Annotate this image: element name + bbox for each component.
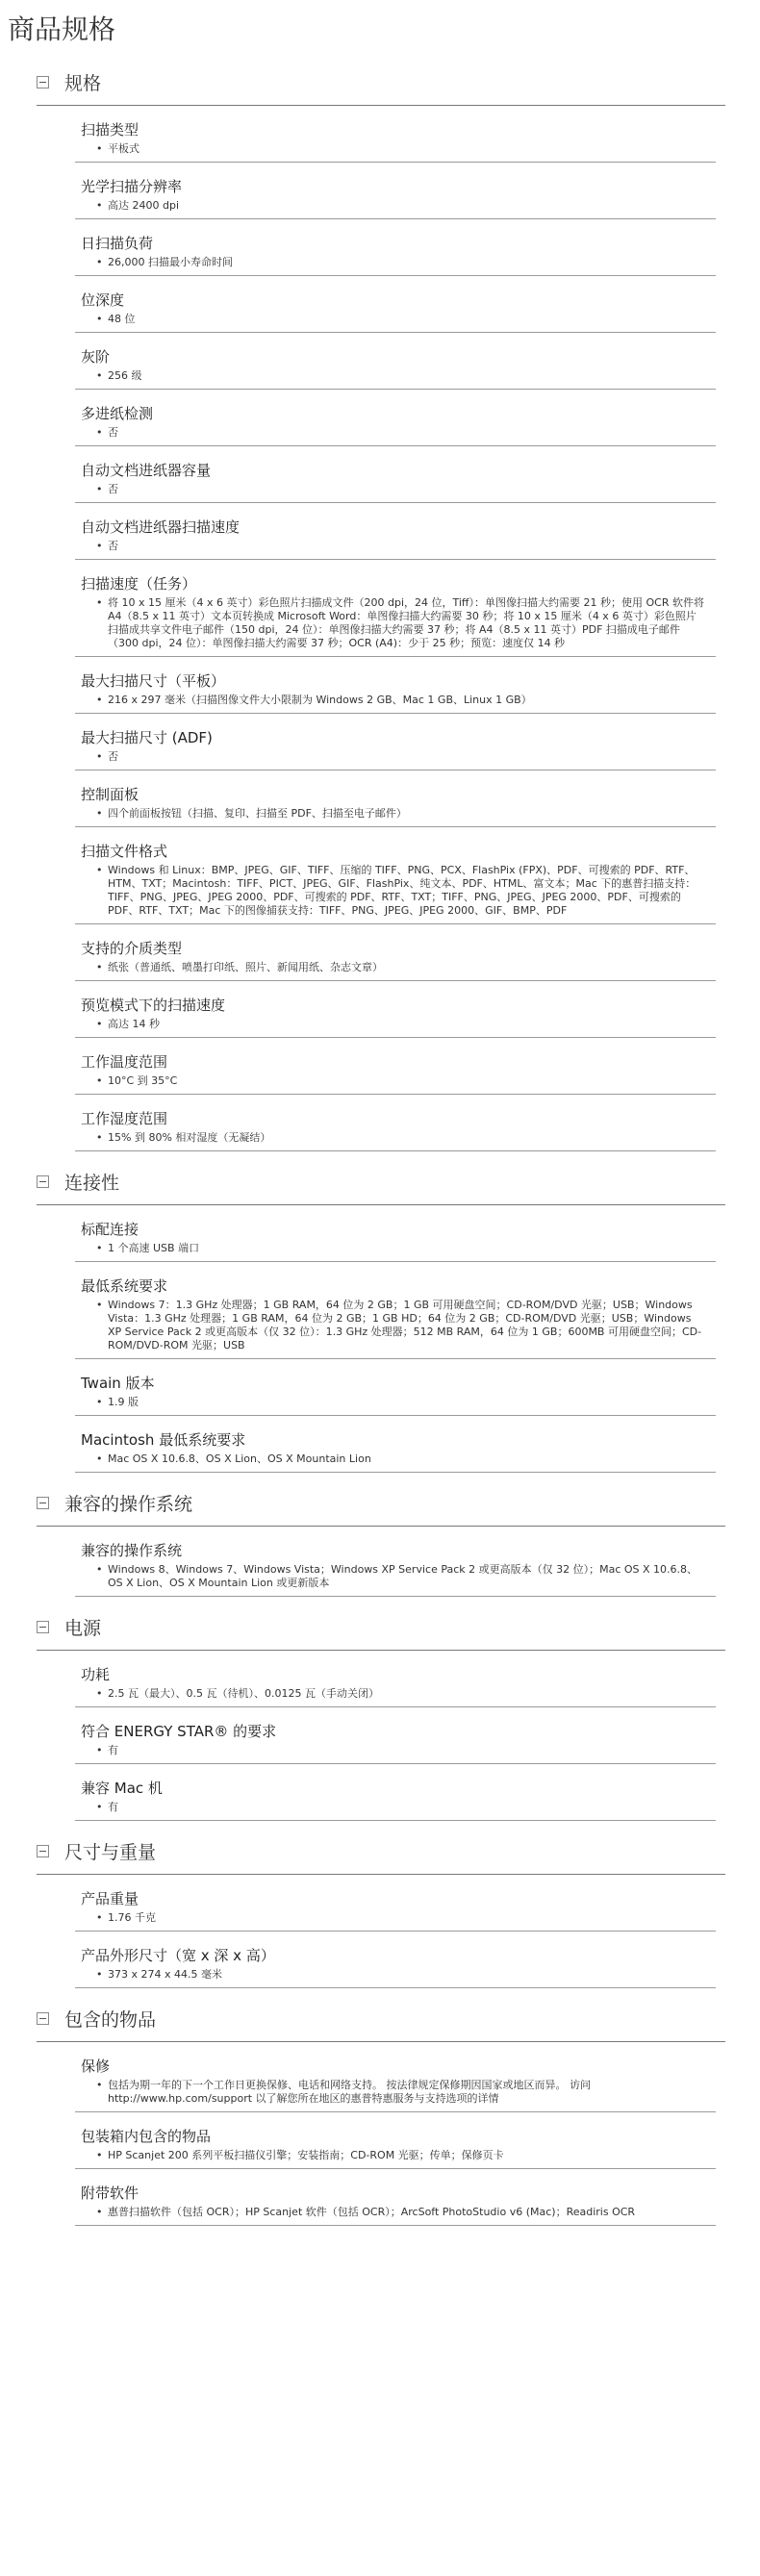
spec-value: • 26,000 扫描最小寿命时间 [81,256,716,269]
spec-value: • 15% 到 80% 相对湿度（无凝结） [81,1131,716,1145]
spec-value: • 高达 2400 dpi [81,199,716,213]
spec-row [75,1764,716,1821]
spec-value: • 有 [81,1801,716,1814]
spec-values [81,864,716,918]
spec-value: • 否 [81,540,716,553]
spec-label: 扫描速度（任务） [81,575,197,593]
spec-label: 附带软件 [81,2185,139,2202]
spec-list-spec [75,106,716,1151]
section-title: 兼容的操作系统 [64,1494,193,1515]
spec-row [75,1262,716,1359]
spec-value: • 平板式 [81,142,716,156]
spec-sections [0,60,760,2234]
spec-values [81,483,716,496]
spec-value: • Windows 和 Linux：BMP、JPEG、GIF、TIFF、压缩的 TIFF、PNG、PCX、FlashPix (FPX)、PDF、可搜索的 PDF、RTF、HTM、TXT；Macintosh：TIFF、PICT、JPEG、GIF、FlashPix、纯文本、PDF、HTML、富文本；Mac 下的惠普扫描支持：TIFF、PNG、JPEG、JPEG 2000、PDF、可搜索的 PDF、RTF、TXT；TIFF、PNG、JPEG、JPEG 2000、PDF、可搜索的 PDF、RTF、TXT；Mac 下的图像捕获支持：TIFF、PNG、JPEG、JPEG 2000、GIF、BMP、PDF [81,864,716,918]
spec-row [75,446,716,503]
spec-row [75,106,716,163]
spec-label: 控制面板 [81,786,139,803]
spec-label: 日扫描负荷 [81,235,154,252]
spec-values [81,1801,716,1814]
spec-value: • 373 x 274 x 44.5 毫米 [81,1968,716,1982]
spec-label: 多进纸检测 [81,405,154,422]
spec-row [75,1359,716,1416]
spec-values [81,1744,716,1757]
section-header-os[interactable] [37,1480,725,1527]
spec-value: • 否 [81,483,716,496]
spec-values [81,1452,716,1466]
spec-value: • 1.9 版 [81,1396,716,1409]
collapse-minus-icon[interactable] [37,1845,49,1857]
spec-row [75,163,716,219]
spec-row [75,390,716,446]
spec-label: 最大扫描尺寸 (ADF) [81,729,213,746]
collapse-minus-icon[interactable] [37,2012,49,2025]
spec-values [81,1018,716,1031]
spec-values [81,2206,716,2219]
spec-row [75,827,716,924]
spec-value: • 惠普扫描软件（包括 OCR）；HP Scanjet 软件（包括 OCR）；ArcSoft PhotoStudio v6 (Mac)；Readiris OCR [81,2206,716,2219]
section-gap [0,1597,760,1604]
spec-row [75,2169,716,2226]
spec-list-os [75,1527,716,1597]
spec-list-power [75,1651,716,1821]
spec-label: 灰阶 [81,348,111,366]
section-header-included[interactable] [37,1996,725,2042]
spec-values [81,540,716,553]
section-header-power[interactable] [37,1604,725,1651]
spec-label: 包装箱内包含的物品 [81,2128,212,2145]
section-header-dimensions[interactable] [37,1829,725,1875]
spec-value: • Windows 7：1.3 GHz 处理器；1 GB RAM，64 位为 2 GB；1 GB 可用硬盘空间；CD-ROM/DVD 光驱；USB；Windows Vista：1.3 GHz 处理器；1 GB RAM，64 位为 2 GB；1 GB HD；64 位为 2 GB；CD-ROM/DVD 光驱；USB；Windows XP Service Pack 2 或更高版本（仅 32 位）：1.3 GHz 处理器；512 MB RAM，64 位为 1 GB；600MB 可用硬盘空间；CD-ROM/DVD-ROM 光驱；USB [81,1299,716,1352]
section-header-spec[interactable] [37,60,725,106]
spec-value: • HP Scanjet 200 系列平板扫描仪引擎；安装指南；CD-ROM 光驱；传单；保修页卡 [81,2149,716,2162]
spec-row [75,2112,716,2169]
spec-row [75,1932,716,1988]
spec-values [81,961,716,974]
spec-row [75,333,716,390]
page-title: 商品规格 [8,13,116,45]
spec-values [81,694,716,707]
spec-row [75,1205,716,1262]
spec-value: • 256 级 [81,369,716,383]
section-title: 尺寸与重量 [64,1842,157,1863]
spec-values [81,750,716,764]
section-gap [0,1473,760,1480]
spec-label: 产品外形尺寸（宽 x 深 x 高） [81,1947,275,1964]
spec-label: 功耗 [81,1666,111,1683]
section-gap [0,2226,760,2234]
spec-values [81,2079,716,2106]
spec-label: 保修 [81,2058,111,2075]
section-header-connectivity[interactable] [37,1159,725,1205]
spec-values [81,1968,716,1982]
spec-row [75,1038,716,1095]
spec-row [75,1095,716,1151]
spec-label: 光学扫描分辨率 [81,178,183,195]
spec-label: 支持的介质类型 [81,940,183,957]
spec-values [81,426,716,440]
spec-label: 兼容 Mac 机 [81,1780,163,1797]
spec-values [81,1687,716,1701]
section-gap [0,1821,760,1829]
spec-row [75,924,716,981]
spec-label: 扫描文件格式 [81,843,168,860]
spec-value: • 1 个高速 USB 端口 [81,1242,716,1255]
collapse-minus-icon[interactable] [37,1621,49,1633]
spec-label: Twain 版本 [81,1375,155,1392]
spec-label: 扫描类型 [81,121,139,139]
spec-row [75,1707,716,1764]
spec-values [81,807,716,821]
spec-value: • 10°C 到 35°C [81,1074,716,1088]
spec-values [81,1563,716,1590]
spec-value: • 1.76 千克 [81,1911,716,1925]
section-gap [0,1988,760,1996]
spec-value: • 48 位 [81,313,716,326]
spec-value: • 否 [81,426,716,440]
spec-values [81,1911,716,1925]
spec-row [75,1875,716,1932]
collapse-minus-icon[interactable] [37,76,49,88]
spec-label: 最大扫描尺寸（平板） [81,672,226,690]
spec-value: • 四个前面板按钮（扫描、复印、扫描至 PDF、扫描至电子邮件） [81,807,716,821]
spec-row [75,770,716,827]
spec-list-dimensions [75,1875,716,1988]
spec-value: • 有 [81,1744,716,1757]
spec-values [81,313,716,326]
spec-label: 工作湿度范围 [81,1110,168,1127]
spec-label: 工作温度范围 [81,1053,168,1071]
spec-value: • 216 x 297 毫米（扫描图像文件大小限制为 Windows 2 GB、Mac 1 GB、Linux 1 GB） [81,694,716,707]
spec-label: Macintosh 最低系统要求 [81,1431,246,1449]
spec-values [81,256,716,269]
spec-label: 符合 ENERGY STAR® 的要求 [81,1723,277,1740]
section-gap [0,1151,760,1159]
spec-values [81,142,716,156]
spec-values [81,2149,716,2162]
spec-values [81,596,716,650]
spec-values [81,1131,716,1145]
spec-row [75,560,716,657]
section-title: 连接性 [64,1173,120,1194]
spec-values [81,199,716,213]
spec-list-included [75,2042,716,2226]
spec-values [81,369,716,383]
section-title: 电源 [64,1618,102,1639]
spec-values [81,1299,716,1352]
spec-label: 位深度 [81,291,125,309]
section-title: 规格 [64,73,102,94]
spec-row [75,276,716,333]
spec-values [81,1074,716,1088]
spec-row [75,503,716,560]
spec-row [75,1651,716,1707]
collapse-minus-icon[interactable] [37,1497,49,1509]
spec-values [81,1242,716,1255]
spec-list-connectivity [75,1205,716,1473]
spec-row [75,1527,716,1597]
collapse-minus-icon[interactable] [37,1175,49,1188]
spec-label: 兼容的操作系统 [81,1542,183,1559]
spec-row [75,1416,716,1473]
spec-row [75,657,716,714]
spec-value: • Mac OS X 10.6.8、OS X Lion、OS X Mountain Lion [81,1452,716,1466]
spec-row [75,219,716,276]
spec-value: • 高达 14 秒 [81,1018,716,1031]
spec-row [75,2042,716,2112]
spec-row [75,981,716,1038]
spec-value: • 包括为期一年的下一个工作日更换保修、电话和网络支持。 按法律规定保修期因国家或地区而异。 访问 http://www.hp.com/support 以了解您所在地区的惠普特惠服务与支持选项的详情 [81,2079,716,2106]
spec-label: 最低系统要求 [81,1277,168,1295]
spec-label: 标配连接 [81,1221,139,1238]
section-title: 包含的物品 [64,2009,157,2031]
spec-label: 自动文档进纸器容量 [81,462,212,479]
spec-value: • 否 [81,750,716,764]
spec-value: • 将 10 x 15 厘米（4 x 6 英寸）彩色照片扫描成文件（200 dpi，24 位，Tiff）：单图像扫描大约需要 21 秒；使用 OCR 软件将 A4（8.5 x 11 英寸）文本页转换成 Microsoft Word：单图像扫描大约需要 30 秒；将 10 x 15 厘米（4 x 6 英寸）彩色照片扫描成共享文件电子邮件（150 dpi，24 位）：单图像扫描大约需要 37 秒；将 A4（8.5 x 11 英寸）PDF 扫描成电子邮件（300 dpi，24 位）：单图像扫描大约需要 37 秒；OCR (A4)：少于 25 秒；预览：速度仅 14 秒 [81,596,716,650]
spec-label: 产品重量 [81,1890,139,1907]
spec-value: • Windows 8、Windows 7、Windows Vista；Windows XP Service Pack 2 或更高版本（仅 32 位）；Mac OS X 10.6.8、OS X Lion、OS X Mountain Lion 或更新版本 [81,1563,716,1590]
spec-label: 自动文档进纸器扫描速度 [81,518,241,536]
spec-values [81,1396,716,1409]
spec-row [75,714,716,770]
spec-label: 预览模式下的扫描速度 [81,997,226,1014]
spec-value: • 2.5 瓦（最大）、0.5 瓦（待机）、0.0125 瓦（手动关闭） [81,1687,716,1701]
spec-value: • 纸张（普通纸、喷墨打印纸、照片、新闻用纸、杂志文章） [81,961,716,974]
